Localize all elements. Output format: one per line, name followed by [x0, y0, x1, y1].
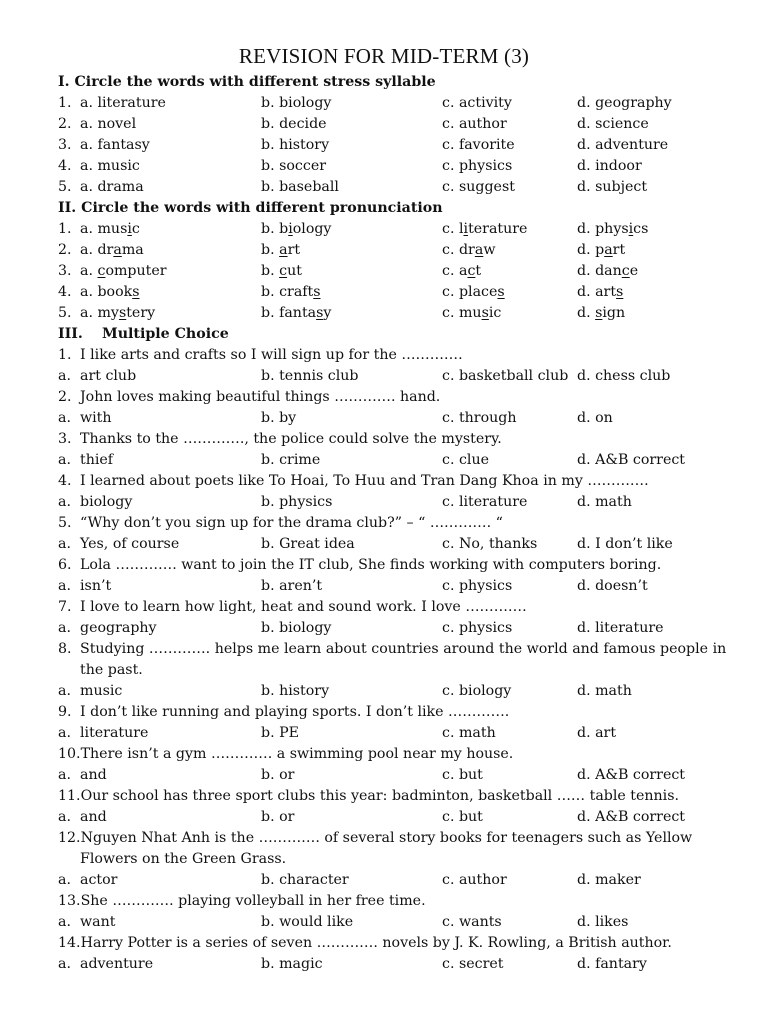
answer-options — [58, 870, 758, 891]
section-2-list — [58, 219, 758, 324]
option-b: b. biology — [261, 95, 332, 111]
option-d: d. adventure — [577, 137, 669, 153]
option-d: d. math — [577, 494, 632, 510]
option-b: b. soccer — [261, 158, 326, 174]
answer-options — [58, 576, 758, 597]
option-d — [577, 303, 625, 324]
option-a: and — [80, 809, 107, 825]
underlined-letter: a — [604, 242, 613, 258]
question-text — [58, 786, 740, 807]
pronunciation-item — [58, 303, 758, 324]
question-body: Lola …………. want to join the IT club, She finds working with computers boring. — [80, 557, 662, 573]
word-part: d. phys — [577, 221, 629, 237]
word-part: e — [629, 263, 639, 279]
question — [58, 744, 758, 765]
question-body: Our school has three sport clubs this year: badminton, basketball …… table tennis. — [80, 788, 680, 804]
question-number: 5. — [58, 515, 72, 531]
question — [58, 387, 758, 408]
option-c: c. secret — [442, 956, 504, 972]
word-part: d. — [577, 305, 596, 321]
question — [58, 555, 758, 576]
answer-options — [58, 954, 758, 975]
option-a-letter: a. — [58, 872, 71, 888]
option-c: c. physics — [442, 578, 513, 594]
option-d: d. art — [577, 725, 617, 741]
item-number: 2. — [58, 242, 72, 258]
option-b — [261, 303, 331, 324]
option-d: d. A&B correct — [577, 809, 686, 825]
option-d: d. I don’t like — [577, 536, 673, 552]
underlined-letter: s — [595, 305, 603, 321]
answer-options — [58, 618, 758, 639]
option-c: c. basketball club — [442, 368, 569, 384]
stress-item — [58, 156, 758, 177]
item-number: 4. — [58, 284, 72, 300]
item-number: 3. — [58, 137, 72, 153]
option-a: a. novel — [80, 116, 137, 132]
pronunciation-item — [58, 219, 758, 240]
word-part: y — [323, 305, 332, 321]
option-a: want — [80, 914, 116, 930]
question-number: 4. — [58, 473, 72, 489]
option-a-letter: a. — [58, 368, 71, 384]
question-number: 1. — [58, 347, 72, 363]
question — [58, 891, 758, 912]
question-body: There isn’t a gym …………. a swimming pool near my house. — [80, 746, 514, 762]
option-b: b. magic — [261, 956, 323, 972]
option-c: c. biology — [442, 683, 512, 699]
section-3-number: III. — [58, 326, 83, 342]
question-number: 14. — [58, 935, 81, 951]
word-part: ic — [488, 305, 502, 321]
option-a — [80, 282, 140, 303]
option-a-letter: a. — [58, 452, 71, 468]
word-part: a. book — [80, 284, 133, 300]
option-a-letter: a. — [58, 410, 71, 426]
option-b — [261, 282, 321, 303]
underlined-letter: i — [127, 221, 132, 237]
underlined-letter: c — [279, 263, 288, 279]
word-part: tery — [126, 305, 156, 321]
item-number: 5. — [58, 305, 72, 321]
underlined-letter: c — [97, 263, 106, 279]
question — [58, 702, 758, 723]
option-a-letter: a. — [58, 683, 71, 699]
stress-item — [58, 114, 758, 135]
option-a-letter: a. — [58, 956, 71, 972]
word-part: ut — [287, 263, 302, 279]
option-a: adventure — [80, 956, 154, 972]
answer-options — [58, 681, 758, 702]
question-number: 13. — [58, 893, 81, 909]
option-a — [80, 240, 144, 261]
option-a-letter: a. — [58, 725, 71, 741]
option-b — [261, 240, 300, 261]
option-a: actor — [80, 872, 118, 888]
question-body: John loves making beautiful things …………. hand. — [80, 389, 441, 405]
question — [58, 471, 758, 492]
option-b: b. aren’t — [261, 578, 323, 594]
word-part: d. dan — [577, 263, 622, 279]
option-b: b. or — [261, 809, 295, 825]
option-b: b. physics — [261, 494, 333, 510]
option-d: d. doesn’t — [577, 578, 648, 594]
word-part: a. dr — [80, 242, 114, 258]
option-c: c. wants — [442, 914, 502, 930]
option-a — [80, 261, 167, 282]
section-3-list — [58, 345, 758, 975]
option-a-letter: a. — [58, 914, 71, 930]
question — [58, 828, 758, 870]
question-number: 2. — [58, 389, 72, 405]
question-text — [58, 891, 740, 912]
underlined-letter: i — [288, 221, 293, 237]
word-part: b. fanta — [261, 305, 317, 321]
option-c: c. through — [442, 410, 517, 426]
question — [58, 429, 758, 450]
pronunciation-item — [58, 282, 758, 303]
underlined-letter: s — [118, 305, 127, 321]
answer-options — [58, 807, 758, 828]
word-part: c — [131, 221, 140, 237]
option-c: c. activity — [442, 95, 512, 111]
question-body: I like arts and crafts so I will sign up for the …………. — [80, 347, 463, 363]
option-c — [442, 282, 505, 303]
option-a: music — [80, 683, 123, 699]
question-body: I learned about poets like To Hoai, To Huu and Tran Dang Khoa in my …………. — [80, 473, 649, 489]
word-part: a. — [80, 263, 98, 279]
page-title: REVISION FOR MID-TERM (3) — [238, 44, 530, 68]
option-c: c. literature — [442, 494, 528, 510]
question-number: 11. — [58, 788, 81, 804]
option-a: isn’t — [80, 578, 112, 594]
option-a: Yes, of course — [80, 536, 180, 552]
option-b: b. biology — [261, 620, 332, 636]
stress-item — [58, 135, 758, 156]
word-part: b. — [261, 242, 280, 258]
answer-options — [58, 450, 758, 471]
item-number: 1. — [58, 221, 72, 237]
option-b: b. would like — [261, 914, 354, 930]
underlined-letter: c — [467, 263, 476, 279]
word-part: c. mu — [442, 305, 482, 321]
question — [58, 345, 758, 366]
item-number: 2. — [58, 116, 72, 132]
underlined-letter: s — [481, 305, 489, 321]
option-a: a. drama — [80, 179, 144, 195]
option-b — [261, 261, 302, 282]
question-number: 12. — [58, 830, 81, 846]
underlined-letter: s — [313, 284, 321, 300]
word-part: ign — [602, 305, 626, 321]
option-b: b. Great idea — [261, 536, 355, 552]
question — [58, 933, 758, 954]
question-text — [58, 828, 740, 870]
option-d: d. science — [577, 116, 649, 132]
word-part: b. craft — [261, 284, 314, 300]
option-d: d. fantary — [577, 956, 647, 972]
option-d: d. A&B correct — [577, 767, 686, 783]
word-part: c. a — [442, 263, 468, 279]
question-text — [58, 933, 740, 954]
question-number: 9. — [58, 704, 72, 720]
option-c: c. math — [442, 725, 496, 741]
option-b: b. crime — [261, 452, 321, 468]
word-part: t — [475, 263, 482, 279]
underlined-letter: s — [616, 284, 624, 300]
question-body: Thanks to the …………., the police could solve the mystery. — [80, 431, 502, 447]
word-part: c. dr — [442, 242, 475, 258]
option-d: d. literature — [577, 620, 664, 636]
question-number: 3. — [58, 431, 72, 447]
option-c — [442, 261, 481, 282]
option-a: a. literature — [80, 95, 166, 111]
underlined-letter: s — [132, 284, 140, 300]
section-1-heading: I. Circle the words with different stress syllable — [58, 74, 436, 90]
option-d — [577, 219, 648, 240]
question-number: 7. — [58, 599, 72, 615]
option-c — [442, 219, 527, 240]
option-c: c. favorite — [442, 137, 515, 153]
question-body: She …………. playing volleyball in her free time. — [80, 893, 426, 909]
option-b: b. decide — [261, 116, 327, 132]
word-part: ma — [121, 242, 144, 258]
option-a — [80, 219, 140, 240]
option-a-letter: a. — [58, 494, 71, 510]
word-part: c. l — [442, 221, 464, 237]
pronunciation-item — [58, 240, 758, 261]
option-b: b. baseball — [261, 179, 339, 195]
option-b: b. or — [261, 767, 295, 783]
option-b: b. PE — [261, 725, 300, 741]
question — [58, 786, 758, 807]
underlined-letter: a — [279, 242, 288, 258]
question-number: 10. — [58, 746, 81, 762]
underlined-letter: s — [497, 284, 505, 300]
word-part: cs — [633, 221, 649, 237]
underlined-letter: c — [621, 263, 630, 279]
question — [58, 597, 758, 618]
worksheet-content — [58, 72, 758, 975]
underlined-letter: i — [463, 221, 469, 237]
option-b: b. tennis club — [261, 368, 359, 384]
option-b: b. by — [261, 410, 297, 426]
answer-options — [58, 723, 758, 744]
question-number: 8. — [58, 641, 72, 657]
option-c: c. author — [442, 872, 507, 888]
word-part: rt — [287, 242, 301, 258]
option-d — [577, 240, 625, 261]
option-d: d. likes — [577, 914, 629, 930]
word-part: a. my — [80, 305, 119, 321]
underlined-letter: a — [113, 242, 122, 258]
option-a: a. fantasy — [80, 137, 150, 153]
underlined-letter: a — [474, 242, 484, 258]
option-a-letter: a. — [58, 767, 71, 783]
word-part: b. b — [261, 221, 289, 237]
question-body: I don’t like running and playing sports. I don’t like …………. — [80, 704, 510, 720]
option-c: c. suggest — [442, 179, 515, 195]
option-a: thief — [80, 452, 114, 468]
option-c: c. physics — [442, 158, 513, 174]
option-b — [261, 219, 331, 240]
option-d: d. math — [577, 683, 632, 699]
option-c: c. but — [442, 809, 483, 825]
section-3-heading — [58, 324, 758, 345]
answer-options — [58, 492, 758, 513]
option-b: b. history — [261, 683, 330, 699]
question-body: “Why don’t you sign up for the drama club?” – “ …………. “ — [80, 515, 503, 531]
question-body: Harry Potter is a series of seven …………. novels by J. K. Rowling, a British author. — [80, 935, 672, 951]
option-c: c. author — [442, 116, 507, 132]
underlined-letter: i — [628, 221, 634, 237]
option-a-letter: a. — [58, 809, 71, 825]
stress-item — [58, 177, 758, 198]
section-2-heading: II. Circle the words with different pronunciation — [58, 200, 443, 216]
pronunciation-item — [58, 261, 758, 282]
answer-options — [58, 912, 758, 933]
question-body: Studying …………. helps me learn about countries around the world and famous people in the past. — [80, 641, 727, 678]
item-number: 1. — [58, 95, 72, 111]
option-a: and — [80, 767, 107, 783]
word-part: omputer — [105, 263, 167, 279]
question — [58, 639, 758, 681]
word-part: ology — [292, 221, 332, 237]
option-d: d. chess club — [577, 368, 671, 384]
question — [58, 513, 758, 534]
word-part: d. p — [577, 242, 605, 258]
question-body: I love to learn how light, heat and sound work. I love …………. — [80, 599, 527, 615]
answer-options — [58, 408, 758, 429]
item-number: 3. — [58, 263, 72, 279]
answer-options — [58, 534, 758, 555]
option-a: geography — [80, 620, 157, 636]
option-a — [80, 303, 155, 324]
option-d: d. subject — [577, 179, 648, 195]
option-a-letter: a. — [58, 578, 71, 594]
option-d — [577, 282, 623, 303]
option-c: c. No, thanks — [442, 536, 538, 552]
option-a-letter: a. — [58, 536, 71, 552]
question-number: 6. — [58, 557, 72, 573]
option-b: b. character — [261, 872, 349, 888]
option-c — [442, 303, 501, 324]
section-1-list — [58, 93, 758, 198]
option-a: biology — [80, 494, 133, 510]
item-number: 5. — [58, 179, 72, 195]
word-part: b. — [261, 263, 280, 279]
option-c — [442, 240, 495, 261]
item-number: 4. — [58, 158, 72, 174]
question-text — [58, 744, 740, 765]
word-part: c. place — [442, 284, 498, 300]
answer-options — [58, 366, 758, 387]
option-d: d. maker — [577, 872, 641, 888]
option-c: c. physics — [442, 620, 513, 636]
option-d: d. on — [577, 410, 613, 426]
option-a: with — [80, 410, 112, 426]
option-a-letter: a. — [58, 620, 71, 636]
option-c: c. clue — [442, 452, 489, 468]
word-part: d. art — [577, 284, 617, 300]
word-part: rt — [612, 242, 626, 258]
word-part: w — [483, 242, 496, 258]
word-part: terature — [468, 221, 528, 237]
option-d — [577, 261, 638, 282]
answer-options — [58, 765, 758, 786]
option-d: d. indoor — [577, 158, 642, 174]
option-d: d. geography — [577, 95, 672, 111]
section-3-title: Multiple Choice — [102, 326, 229, 342]
question-body-continued: Flowers on the Green Grass. — [80, 851, 287, 867]
stress-item — [58, 93, 758, 114]
option-d: d. A&B correct — [577, 452, 686, 468]
option-b: b. history — [261, 137, 330, 153]
underlined-letter: s — [316, 305, 324, 321]
word-part: a. mus — [80, 221, 128, 237]
option-a: a. music — [80, 158, 140, 174]
option-a: art club — [80, 368, 137, 384]
option-c: c. but — [442, 767, 483, 783]
question-body: Nguyen Nhat Anh is the …………. of several story books for teenagers such as Yellow — [80, 830, 693, 846]
option-a: literature — [80, 725, 149, 741]
